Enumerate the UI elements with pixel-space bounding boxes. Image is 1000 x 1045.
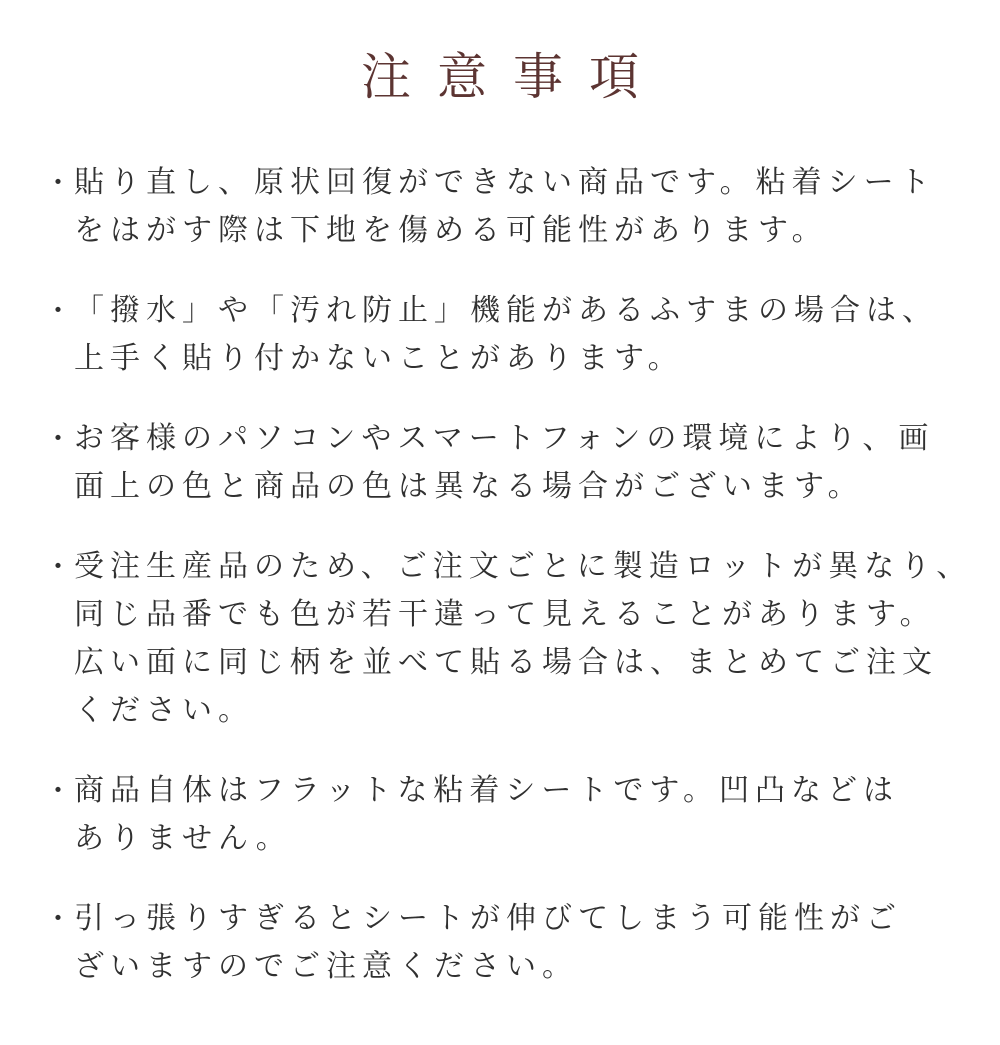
notice-line: 上手く貼り付かないことがあります。 xyxy=(74,342,684,375)
notice-list xyxy=(44,159,973,991)
notice-item-flat-sheet xyxy=(44,767,970,863)
notice-line: 面上の色と商品の色は異なる場合がございます。 xyxy=(74,470,864,503)
notice-line: ありません。 xyxy=(74,822,292,855)
bullet-dot-icon: ・ xyxy=(44,167,79,198)
notice-line: 商品自体はフラットな粘着シートです。凹凸などは xyxy=(74,774,899,807)
notice-line: 貼り直し、原状回復ができない商品です。粘着シート xyxy=(74,166,936,199)
bullet-dot-icon: ・ xyxy=(44,423,79,454)
notice-item-screen-color xyxy=(44,415,970,511)
notice-line: ください。 xyxy=(74,694,254,727)
bullet-dot-icon: ・ xyxy=(44,775,79,806)
bullet-dot-icon: ・ xyxy=(44,295,79,326)
notice-item-stretching xyxy=(44,895,970,991)
notice-item-production-lot xyxy=(44,543,973,735)
precautions-page xyxy=(0,45,1000,1045)
notice-line: 広い面に同じ柄を並べて貼る場合は、まとめてご注文 xyxy=(74,646,938,679)
notice-line: 同じ品番でも色が若干違って見えることがあります。 xyxy=(74,598,936,631)
notice-line: 「撥水」や「汚れ防止」機能があるふすまの場合は、 xyxy=(74,294,938,327)
notice-item-repositioning xyxy=(44,159,970,255)
bullet-dot-icon: ・ xyxy=(44,903,79,934)
bullet-dot-icon: ・ xyxy=(44,551,79,582)
notice-line: ざいますのでご注意ください。 xyxy=(74,950,578,983)
page-title: 注意事項 xyxy=(361,49,665,105)
notice-line: 受注生産品のため、ご注文ごとに製造ロットが異なり、 xyxy=(74,550,973,583)
notice-item-water-repellent xyxy=(44,287,970,383)
notice-line: 引っ張りすぎるとシートが伸びてしまう可能性がご xyxy=(74,902,902,935)
notice-line: をはがす際は下地を傷める可能性があります。 xyxy=(74,214,828,247)
notice-line: お客様のパソコンやスマートフォンの環境により、画 xyxy=(74,422,935,455)
